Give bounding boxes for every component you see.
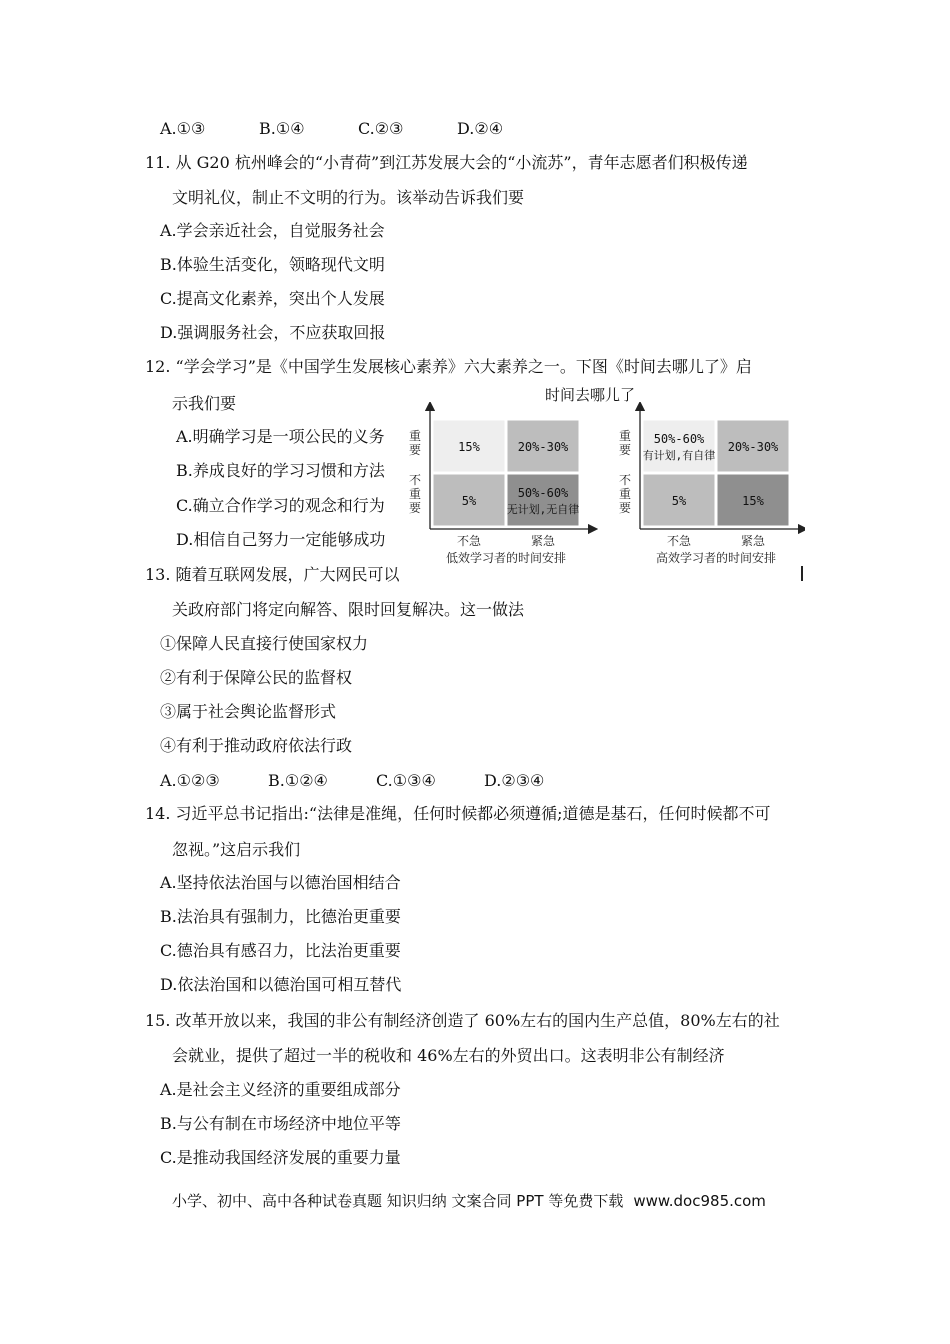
q11-stem-line2: 文明礼仪，制止不文明的行为。该举动告诉我们要 xyxy=(172,188,525,207)
q10-option-a[interactable]: A.①③ xyxy=(160,119,206,138)
cell-value-label: 15% xyxy=(458,440,480,454)
chart-title: 时间去哪儿了 xyxy=(545,386,636,404)
y-label-not-important: 要 xyxy=(408,501,422,515)
q15-option-c[interactable]: C.是推动我国经济发展的重要力量 xyxy=(160,1148,401,1167)
q15-stem-line1: 15. 改革开放以来，我国的非公有制经济创造了 60%左右的国内生产总值，80%左右的社 xyxy=(145,1011,780,1030)
chart-caption: 高效学习者的时间安排 xyxy=(655,551,777,565)
q13-stem-line1: 13. 随着互联网发展，广大网民可以 xyxy=(145,565,400,584)
cell-note-label: 有计划,有自律 xyxy=(642,449,716,462)
q12-option-b[interactable]: B.养成良好的学习习惯和方法 xyxy=(176,461,385,480)
q11-option-c[interactable]: C.提高文化素养，突出个人发展 xyxy=(160,289,385,308)
q13-option-c[interactable]: C.①③④ xyxy=(376,771,436,790)
chart-cell xyxy=(507,474,579,526)
chart-cell xyxy=(643,420,715,472)
q14-option-d[interactable]: D.依法治国和以德治国可相互替代 xyxy=(160,975,402,994)
q13-stem-line2: 关政府部门将定向解答、限时回复解决。这一做法 xyxy=(172,600,525,619)
q15-option-a[interactable]: A.是社会主义经济的重要组成部分 xyxy=(160,1080,401,1099)
q15-stem-line2: 会就业，提供了超过一半的税收和 46%左右的外贸出口。这表明非公有制经济 xyxy=(172,1046,725,1065)
q12-stem-line2: 示我们要 xyxy=(172,394,237,413)
q10-option-c[interactable]: C.②③ xyxy=(358,119,404,138)
q14-option-c[interactable]: C.德治具有感召力，比法治更重要 xyxy=(160,941,401,960)
y-label-important: 要 xyxy=(408,443,422,457)
q14-stem-line1: 14. 习近平总书记指出:“法律是准绳，任何时候都必须遵循;道德是基石，任何时候都不可 xyxy=(145,804,771,823)
cell-value-label: 5% xyxy=(671,494,687,508)
q11-stem-line1: 11. 从 G20 杭州峰会的“小青荷”到江苏发展大会的“小流苏”，青年志愿者们积极传递 xyxy=(145,153,748,172)
cell-value-label: 15% xyxy=(742,494,764,508)
cell-value-label: 20%-30% xyxy=(517,440,569,454)
q13-line1-cutoff-mark xyxy=(801,566,803,581)
q12-stem-line1: 12. “学会学习”是《中国学生发展核心素养》六大素养之一。下图《时间去哪儿了》启 xyxy=(145,357,752,376)
q14-option-a[interactable]: A.坚持依法治国与以德治国相结合 xyxy=(160,873,401,892)
q15-option-b[interactable]: B.与公有制在市场经济中地位平等 xyxy=(160,1114,401,1133)
q12-option-d[interactable]: D.相信自己努力一定能够成功 xyxy=(176,530,386,549)
q13-option-d[interactable]: D.②③④ xyxy=(484,771,545,790)
q13-option-b[interactable]: B.①②④ xyxy=(268,771,328,790)
q13-options xyxy=(160,771,544,791)
cell-value-label: 50%-60% xyxy=(517,486,569,500)
y-label-not-important: 重 xyxy=(618,487,632,501)
q10-options xyxy=(160,119,503,139)
y-label-important: 要 xyxy=(618,443,632,457)
y-label-not-important: 不 xyxy=(408,473,422,487)
q13-option-a[interactable]: A.①②③ xyxy=(160,771,220,790)
q14-stem-line2: 忽视。”这启示我们 xyxy=(172,840,301,859)
q13-item-3: ③属于社会舆论监督形式 xyxy=(160,702,337,721)
q12-option-c[interactable]: C.确立合作学习的观念和行为 xyxy=(176,496,385,515)
y-label-not-important: 不 xyxy=(618,473,632,487)
footer xyxy=(172,1190,766,1211)
cell-note-label: 无计划,无自律 xyxy=(506,503,580,516)
q11-option-b[interactable]: B.体验生活变化，领略现代文明 xyxy=(160,255,385,274)
chart-caption: 低效学习者的时间安排 xyxy=(445,551,567,565)
x-tick-label: 不急 xyxy=(456,534,482,548)
x-tick-label: 不急 xyxy=(666,534,692,548)
y-label-not-important: 重 xyxy=(408,487,422,501)
q10-option-b[interactable]: B.①④ xyxy=(259,119,305,138)
q13-item-2: ②有利于保障公民的监督权 xyxy=(160,668,353,687)
q13-item-1: ①保障人民直接行使国家权力 xyxy=(160,634,369,653)
q11-option-d[interactable]: D.强调服务社会，不应获取回报 xyxy=(160,323,386,342)
x-tick-label: 紧急 xyxy=(740,534,766,548)
y-label-important: 重 xyxy=(618,429,632,443)
q14-option-b[interactable]: B.法治具有强制力，比德治更重要 xyxy=(160,907,401,926)
q10-option-d[interactable]: D.②④ xyxy=(457,119,504,138)
cell-value-label: 20%-30% xyxy=(727,440,779,454)
cell-value-label: 5% xyxy=(461,494,477,508)
q12-option-a[interactable]: A.明确学习是一项公民的义务 xyxy=(176,427,385,446)
cell-value-label: 50%-60% xyxy=(653,432,705,446)
x-tick-label: 紧急 xyxy=(530,534,556,548)
time-allocation-charts xyxy=(405,402,805,578)
footer-link[interactable]: www.doc985.com xyxy=(633,1192,766,1210)
y-label-not-important: 要 xyxy=(618,501,632,515)
y-label-important: 重 xyxy=(408,429,422,443)
q11-option-a[interactable]: A.学会亲近社会，自觉服务社会 xyxy=(160,221,385,240)
footer-text: 小学、初中、高中各种试卷真题 知识归纳 文案合同 PPT 等免费下载 xyxy=(172,1192,624,1210)
q13-item-4: ④有利于推动政府依法行政 xyxy=(160,736,353,755)
